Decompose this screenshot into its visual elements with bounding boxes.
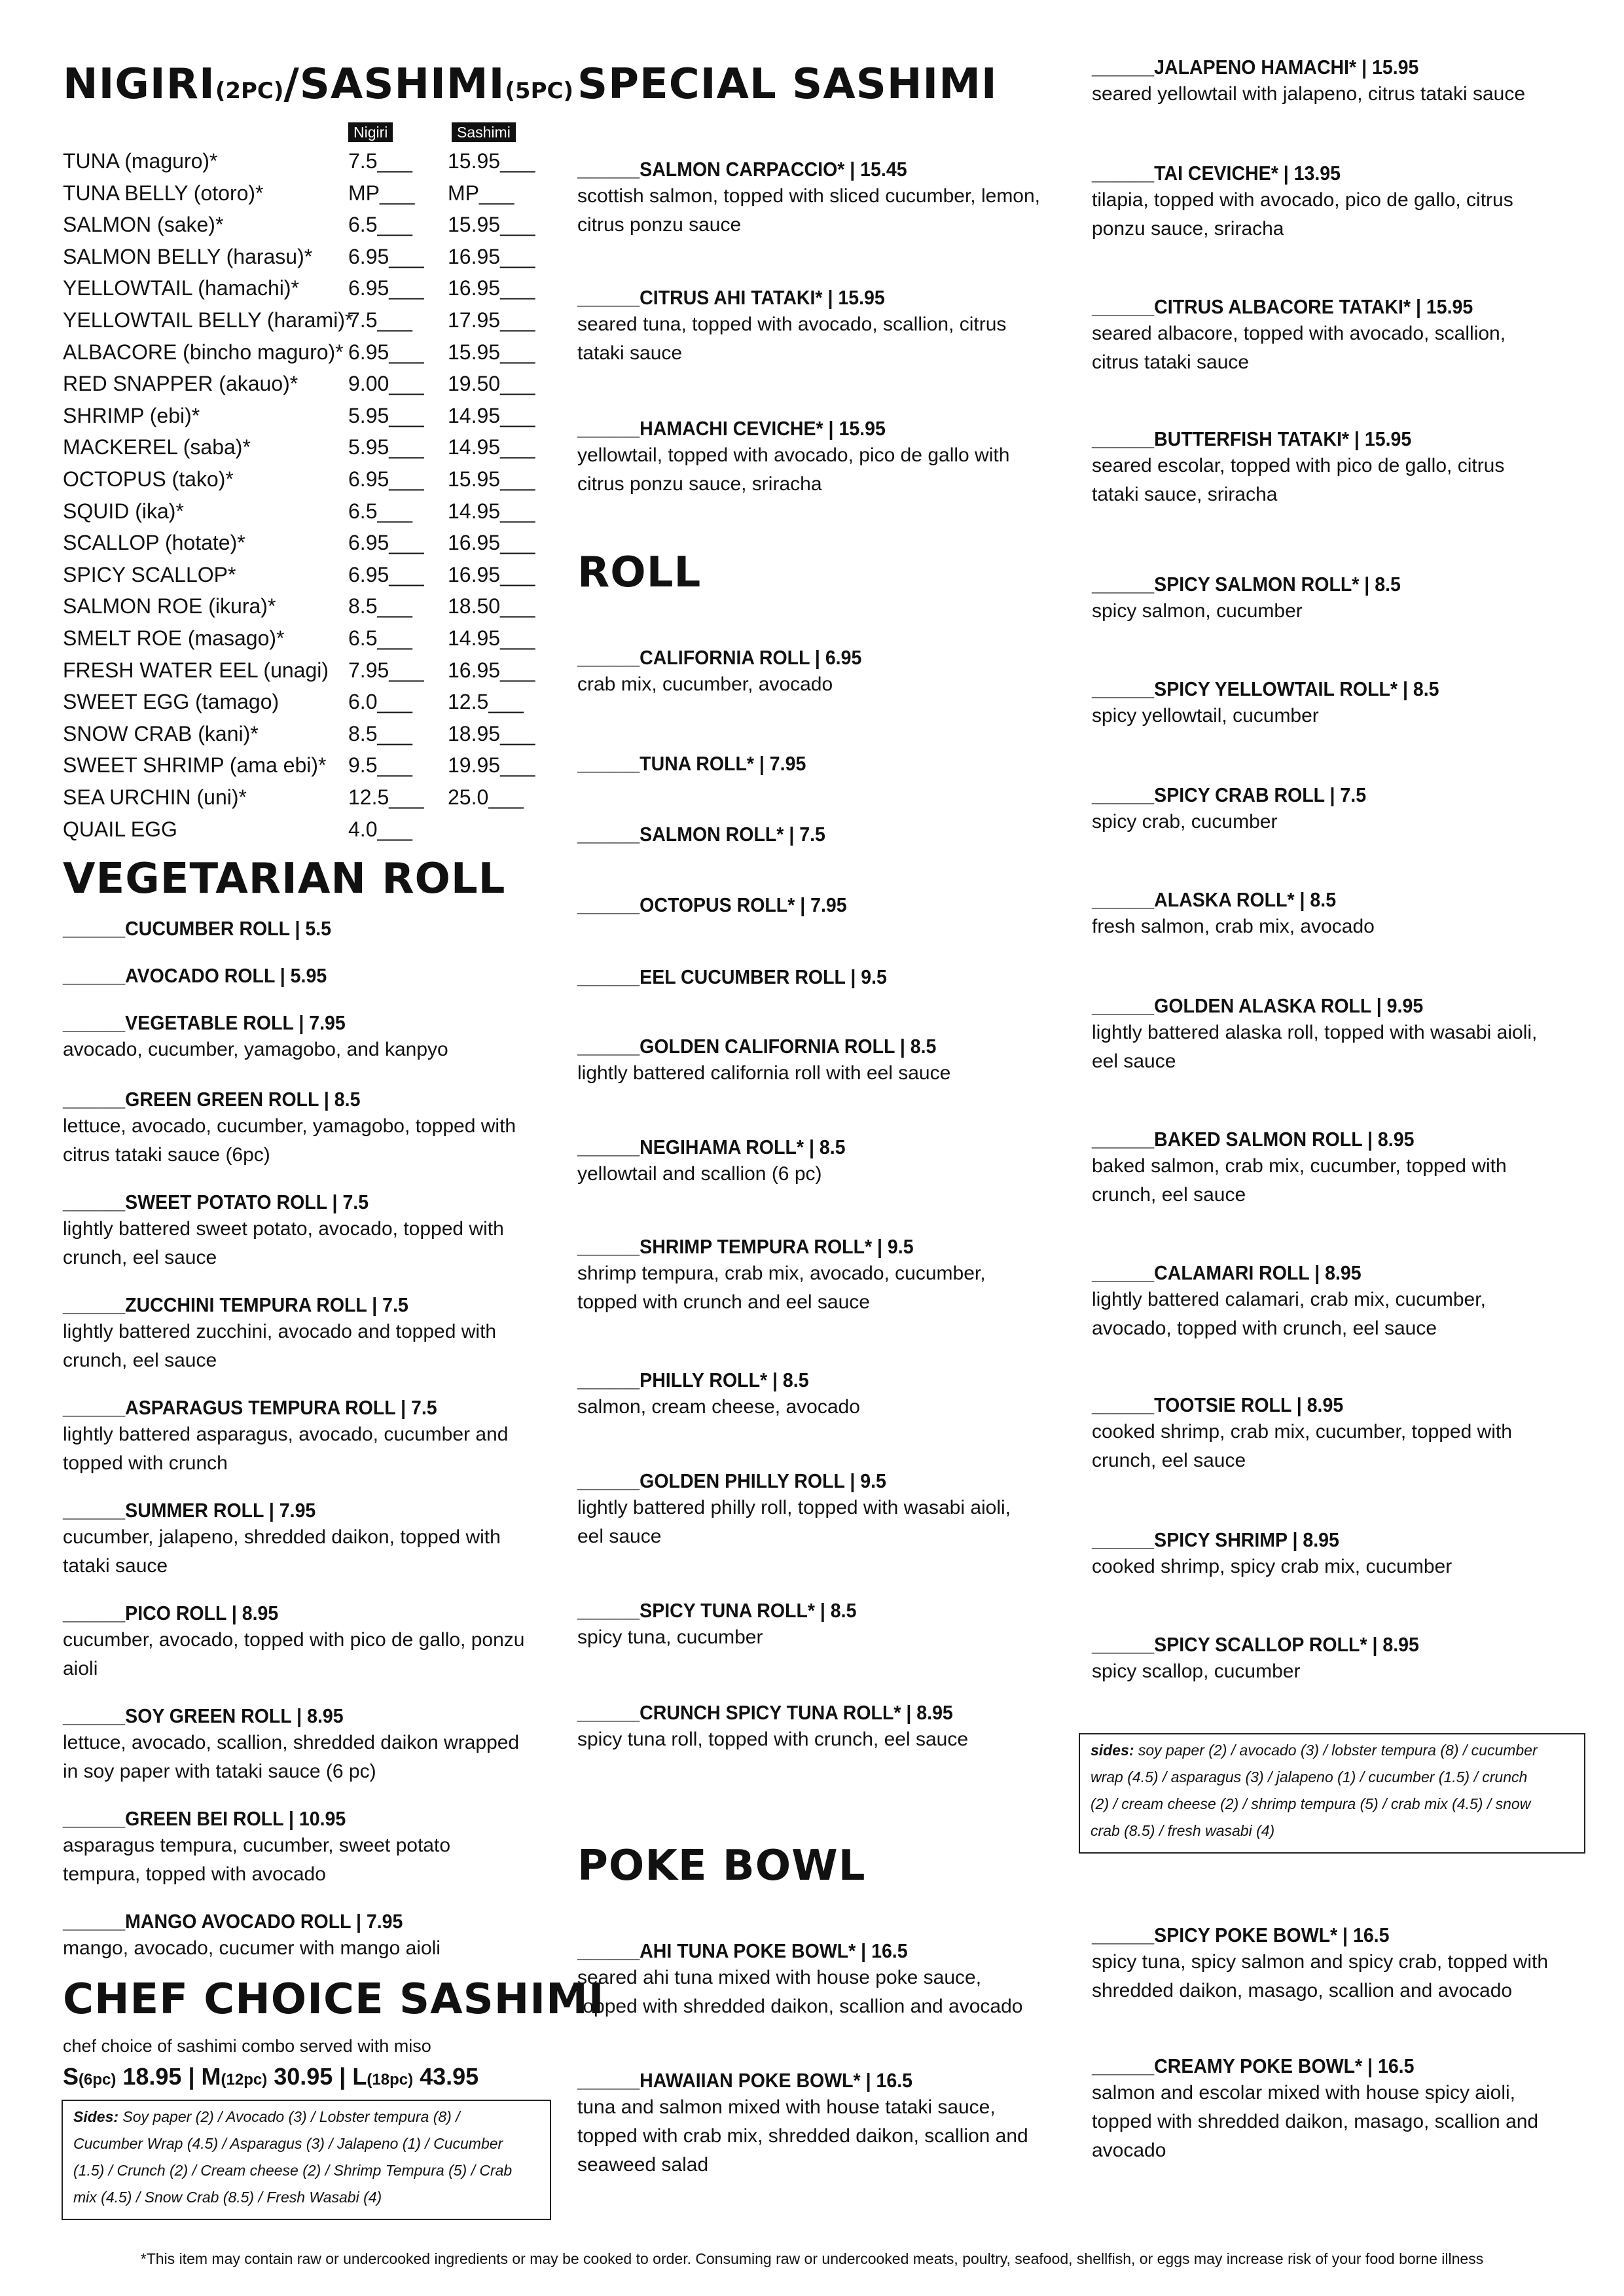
nigiri-price: 6.5___ — [348, 213, 412, 236]
vegetarian-item-desc: lightly battered zucchini, avocado and topped with — [63, 1321, 497, 1342]
roll-item-desc: fresh salmon, crab mix, avocado — [1092, 916, 1375, 937]
vegetarian-roll-heading: VEGETARIAN ROLL — [63, 855, 506, 903]
vegetarian-item-desc: tataki sauce — [63, 1555, 168, 1577]
nigiri-price: 6.95___ — [348, 340, 424, 364]
roll-item-desc: shrimp tempura, crab mix, avocado, cucumber, — [577, 1263, 986, 1284]
poke-bowl-item-desc: tuna and salmon mixed with house tataki sauce, — [577, 2096, 996, 2118]
roll-item-name: ______NEGIHAMA ROLL* | 8.5 — [577, 1136, 846, 1158]
poke-bowl-heading: POKE BOWL — [577, 1842, 866, 1890]
vegetarian-item-desc: mango, avocado, cucumer with mango aioli — [63, 1937, 441, 1959]
size-l: L — [352, 2063, 367, 2090]
roll-item-desc: crunch, eel sauce — [1092, 1184, 1246, 1206]
roll-item-desc: lightly battered calamari, crab mix, cucumber, — [1092, 1289, 1486, 1310]
roll-item-desc: topped with crunch and eel sauce — [577, 1291, 870, 1313]
nigiri-price: 7.5___ — [348, 149, 412, 173]
roll-item-name: ______GOLDEN CALIFORNIA ROLL | 8.5 — [577, 1035, 937, 1058]
roll-item-desc: cooked shrimp, spicy crab mix, cucumber — [1092, 1556, 1453, 1577]
roll-item-name: ______SPICY YELLOWTAIL ROLL* | 8.5 — [1092, 677, 1439, 700]
vegetarian-item-name: ______GREEN BEI ROLL | 10.95 — [63, 1807, 346, 1830]
sashimi-price: 14.95___ — [448, 404, 535, 427]
vegetarian-item-name: ______AVOCADO ROLL | 5.95 — [63, 964, 327, 987]
nigiri-price: 12.5___ — [348, 785, 424, 809]
size-l-pieces: (18pc) — [367, 2071, 414, 2089]
special-sashimi-item-name: ______CITRUS AHI TATAKI* | 15.95 — [577, 286, 885, 309]
sashimi-column-header: Sashimi — [452, 122, 516, 142]
roll-item-name: ______ALASKA ROLL* | 8.5 — [1092, 888, 1337, 911]
fish-name: YELLOWTAIL (hamachi)* — [63, 276, 299, 300]
roll-item-name: ______CALIFORNIA ROLL | 6.95 — [577, 646, 862, 669]
nigiri-price: 6.95___ — [348, 276, 424, 300]
sashimi-price: 14.95___ — [448, 626, 535, 650]
vegetarian-item-desc: lightly battered asparagus, avocado, cucumber and — [63, 1424, 509, 1445]
roll-item-name: ______SPICY SHRIMP | 8.95 — [1092, 1528, 1339, 1551]
nigiri-price: 6.5___ — [348, 499, 412, 523]
nigiri-price: 8.5___ — [348, 722, 412, 745]
sashimi-price: MP___ — [448, 181, 514, 205]
fish-name: OCTOPUS (tako)* — [63, 467, 234, 491]
nigiri-price: 6.95___ — [348, 563, 424, 586]
roll-sides-box — [1079, 1733, 1585, 1854]
vegetarian-item-desc: aioli — [63, 1658, 98, 1679]
chef-sides-line: mix (4.5) / Snow Crab (8.5) / Fresh Wasabi (4) — [73, 2189, 382, 2206]
roll-item-name: ______GOLDEN ALASKA ROLL | 9.95 — [1092, 994, 1424, 1017]
roll-item-desc: eel sauce — [577, 1526, 662, 1547]
vegetarian-item-name: ______SWEET POTATO ROLL | 7.5 — [63, 1191, 369, 1213]
sashimi-price: 15.95___ — [448, 467, 535, 491]
sashimi-price: 15.95___ — [448, 340, 535, 364]
roll-item-desc: lightly battered california roll with eel sauce — [577, 1062, 951, 1084]
nigiri-price: 6.0___ — [348, 690, 412, 713]
vegetarian-item-desc: crunch, eel sauce — [63, 1350, 217, 1371]
fish-name: SPICY SCALLOP* — [63, 563, 236, 586]
fish-name: MACKEREL (saba)* — [63, 435, 251, 459]
special-sashimi-item-desc: seared albacore, topped with avocado, scallion, — [1092, 323, 1506, 344]
poke-bowl-item-name: ______CREAMY POKE BOWL* | 16.5 — [1092, 2054, 1415, 2077]
nigiri-price: 6.95___ — [348, 467, 424, 491]
roll-item-desc: cooked shrimp, crab mix, cucumber, topped with — [1092, 1421, 1512, 1443]
roll-sides-line: crab (8.5) / fresh wasabi (4) — [1091, 1822, 1275, 1839]
fish-name: SALMON (sake)* — [63, 213, 224, 236]
sashimi-price: 14.95___ — [448, 499, 535, 523]
roll-item-desc: crunch, eel sauce — [1092, 1450, 1246, 1471]
special-sashimi-item-desc: seared escolar, topped with pico de gallo, citrus — [1092, 455, 1505, 476]
roll-item-desc: yellowtail and scallion (6 pc) — [577, 1163, 822, 1185]
sashimi-price: 25.0___ — [448, 785, 524, 809]
roll-sides-line: (2) / cream cheese (2) / shrimp tempura (5) / crab mix (4.5) / snow — [1091, 1795, 1531, 1812]
special-sashimi-item-name: ______CITRUS ALBACORE TATAKI* | 15.95 — [1092, 295, 1473, 318]
poke-bowl-item-name: ______SPICY POKE BOWL* | 16.5 — [1092, 1924, 1390, 1946]
vegetarian-item-name: ______ASPARAGUS TEMPURA ROLL | 7.5 — [63, 1396, 437, 1419]
vegetarian-item-desc: in soy paper with tataki sauce (6 pc) — [63, 1761, 376, 1782]
vegetarian-item-desc: lettuce, avocado, cucumber, yamagobo, topped with — [63, 1115, 516, 1137]
nigiri-column-header: Nigiri — [348, 122, 393, 142]
special-sashimi-item-desc: citrus ponzu sauce — [577, 214, 742, 236]
fish-name: TUNA BELLY (otoro)* — [63, 181, 264, 205]
nigiri-sashimi-heading — [63, 60, 573, 109]
roll-item-desc: baked salmon, crab mix, cucumber, topped with — [1092, 1155, 1507, 1177]
chef-sides-line: (1.5) / Crunch (2) / Cream cheese (2) / Shrimp Tempura (5) / Crab — [73, 2162, 513, 2179]
roll-item-desc: crab mix, cucumber, avocado — [577, 673, 833, 695]
size-l-price: 43.95 — [413, 2063, 479, 2090]
roll-item-name: ______SPICY TUNA ROLL* | 8.5 — [577, 1599, 857, 1622]
nigiri-price: 7.5___ — [348, 308, 412, 332]
special-sashimi-item-name: ______HAMACHI CEVICHE* | 15.95 — [577, 417, 886, 440]
sashimi-price: 12.5___ — [448, 690, 524, 713]
vegetarian-item-name: ______SUMMER ROLL | 7.95 — [63, 1499, 316, 1522]
special-sashimi-heading: SPECIAL SASHIMI — [577, 60, 998, 109]
nigiri-price: 6.95___ — [348, 245, 424, 268]
vegetarian-item-name: ______PICO ROLL | 8.95 — [63, 1602, 279, 1624]
nigiri-price: 5.95___ — [348, 404, 424, 427]
sashimi-price: 16.95___ — [448, 276, 535, 300]
poke-bowl-item-desc: topped with shredded daikon, scallion and avocado — [577, 1996, 1023, 2017]
roll-item-desc: spicy tuna, cucumber — [577, 1626, 763, 1648]
sashimi-price: 18.50___ — [448, 594, 535, 618]
poke-bowl-item-name: ______AHI TUNA POKE BOWL* | 16.5 — [577, 1939, 908, 1962]
roll-item-name: ______BAKED SALMON ROLL | 8.95 — [1092, 1128, 1415, 1151]
roll-item-name: ______SPICY SCALLOP ROLL* | 8.95 — [1092, 1633, 1419, 1656]
sashimi-price: 15.95___ — [448, 213, 535, 236]
vegetarian-item-desc: topped with crunch — [63, 1452, 228, 1474]
vegetarian-item-name: ______SOY GREEN ROLL | 8.95 — [63, 1704, 344, 1727]
sashimi-price: 19.95___ — [448, 753, 535, 777]
nigiri-price: 6.5___ — [348, 626, 412, 650]
fish-name: SHRIMP (ebi)* — [63, 404, 200, 427]
fish-name: SCALLOP (hotate)* — [63, 531, 245, 554]
roll-item-desc: salmon, cream cheese, avocado — [577, 1396, 860, 1418]
roll-item-desc: spicy tuna roll, topped with crunch, eel sauce — [577, 1729, 968, 1750]
size-s-price: 18.95 | — [116, 2063, 202, 2090]
sashimi-price: 19.50___ — [448, 372, 535, 395]
poke-bowl-item-desc: spicy tuna, spicy salmon and spicy crab, topped with — [1092, 1951, 1549, 1973]
sashimi-price: 14.95___ — [448, 435, 535, 459]
nigiri-title-sub: (2PC) — [215, 78, 284, 104]
special-sashimi-item-desc: yellowtail, topped with avocado, pico de gallo with — [577, 444, 1010, 466]
chef-choice-description: chef choice of sashimi combo served with miso — [63, 2036, 431, 2056]
roll-item-desc: lightly battered alaska roll, topped with wasabi aioli, — [1092, 1022, 1538, 1043]
nigiri-price: 7.95___ — [348, 658, 424, 682]
vegetarian-item-name: ______GREEN GREEN ROLL | 8.5 — [63, 1088, 361, 1111]
vegetarian-item-desc: tempura, topped with avocado — [63, 1863, 326, 1885]
roll-item-name: ______CALAMARI ROLL | 8.95 — [1092, 1261, 1362, 1284]
poke-bowl-item-name: ______HAWAIIAN POKE BOWL* | 16.5 — [577, 2069, 913, 2092]
special-sashimi-item-desc: seared tuna, topped with avocado, scallion, citrus — [577, 314, 1007, 335]
size-s-pieces: (6pc) — [79, 2071, 117, 2089]
sashimi-title: SASHIMI — [299, 60, 505, 109]
chef-choice-sizes — [63, 2063, 478, 2090]
vegetarian-item-name: ______ZUCCHINI TEMPURA ROLL | 7.5 — [63, 1293, 408, 1316]
chef-choice-heading: CHEF CHOICE SASHIMI — [63, 1975, 605, 2024]
sashimi-price: 16.95___ — [448, 658, 535, 682]
chef-sides-line: Sides: Soy paper (2) / Avocado (3) / Lobster tempura (8) / — [73, 2108, 460, 2125]
vegetarian-item-name: ______CUCUMBER ROLL | 5.5 — [63, 917, 332, 940]
size-m: M — [201, 2063, 221, 2090]
roll-sides-line: wrap (4.5) / asparagus (3) / jalapeno (1) / cucumber (1.5) / crunch — [1091, 1768, 1528, 1785]
nigiri-price: 9.5___ — [348, 753, 412, 777]
sashimi-price: 16.95___ — [448, 563, 535, 586]
roll-item-desc: lightly battered philly roll, topped with wasabi aioli, — [577, 1497, 1011, 1518]
sashimi-price: 15.95___ — [448, 149, 535, 173]
roll-item-name: ______SPICY SALMON ROLL* | 8.5 — [1092, 573, 1401, 596]
roll-item-name: ______PHILLY ROLL* | 8.5 — [577, 1369, 809, 1391]
roll-item-desc: spicy crab, cucumber — [1092, 811, 1278, 833]
fish-name: SALMON BELLY (harasu)* — [63, 245, 313, 268]
title-slash: / — [283, 60, 300, 109]
nigiri-price: 4.0___ — [348, 817, 412, 841]
special-sashimi-item-name: ______BUTTERFISH TATAKI* | 15.95 — [1092, 427, 1412, 450]
roll-heading: ROLL — [577, 548, 702, 597]
roll-sides-line: sides: soy paper (2) / avocado (3) / lobster tempura (8) / cucumber — [1091, 1742, 1538, 1759]
sashimi-price: 16.95___ — [448, 245, 535, 268]
vegetarian-item-desc: lightly battered sweet potato, avocado, topped with — [63, 1218, 504, 1240]
roll-item-name: ______TUNA ROLL* | 7.95 — [577, 752, 806, 775]
vegetarian-item-desc: cucumber, jalapeno, shredded daikon, topped with — [63, 1526, 501, 1548]
fish-name: SQUID (ika)* — [63, 499, 184, 523]
size-m-price: 30.95 | — [267, 2063, 353, 2090]
special-sashimi-item-desc: tataki sauce — [577, 342, 683, 364]
roll-item-desc: spicy yellowtail, cucumber — [1092, 705, 1319, 726]
vegetarian-item-desc: avocado, cucumber, yamagobo, and kanpyo — [63, 1039, 448, 1060]
size-m-pieces: (12pc) — [221, 2071, 268, 2089]
fish-name: SEA URCHIN (uni)* — [63, 785, 247, 809]
vegetarian-item-desc: citrus tataki sauce (6pc) — [63, 1144, 270, 1166]
nigiri-price: 5.95___ — [348, 435, 424, 459]
roll-item-desc: spicy scallop, cucumber — [1092, 1660, 1301, 1682]
vegetarian-item-desc: crunch, eel sauce — [63, 1247, 217, 1268]
vegetarian-item-name: ______MANGO AVOCADO ROLL | 7.95 — [63, 1910, 403, 1933]
poke-bowl-item-desc: avocado — [1092, 2140, 1166, 2161]
chef-sides-box — [62, 2100, 551, 2220]
fish-name: RED SNAPPER (akauo)* — [63, 372, 298, 395]
nigiri-price: MP___ — [348, 181, 415, 205]
roll-item-name: ______OCTOPUS ROLL* | 7.95 — [577, 893, 847, 916]
roll-item-name: ______EEL CUCUMBER ROLL | 9.5 — [577, 965, 887, 988]
special-sashimi-item-name: ______TAI CEVICHE* | 13.95 — [1092, 162, 1341, 185]
poke-bowl-item-desc: salmon and escolar mixed with house spicy aioli, — [1092, 2082, 1515, 2104]
special-sashimi-item-desc: tilapia, topped with avocado, pico de gallo, citrus — [1092, 189, 1513, 211]
special-sashimi-item-desc: seared yellowtail with jalapeno, citrus tataki sauce — [1092, 83, 1526, 105]
roll-item-name: ______SALMON ROLL* | 7.5 — [577, 823, 825, 846]
special-sashimi-item-desc: tataki sauce, sriracha — [1092, 484, 1278, 505]
fish-name: SWEET EGG (tamago) — [63, 690, 280, 713]
sashimi-price: 16.95___ — [448, 531, 535, 554]
nigiri-title: NIGIRI — [63, 60, 215, 109]
sashimi-title-sub: (5PC) — [505, 78, 573, 104]
poke-bowl-item-desc: seared ahi tuna mixed with house poke sauce, — [577, 1967, 982, 1988]
roll-item-name: ______TOOTSIE ROLL | 8.95 — [1092, 1393, 1344, 1416]
special-sashimi-item-desc: scottish salmon, topped with sliced cucumber, lemon, — [577, 185, 1041, 207]
vegetarian-item-name: ______VEGETABLE ROLL | 7.95 — [63, 1011, 346, 1034]
chef-sides-line: Cucumber Wrap (4.5) / Asparagus (3) / Jalapeno (1) / Cucumber — [73, 2135, 503, 2152]
special-sashimi-item-desc: citrus ponzu sauce, sriracha — [577, 473, 822, 495]
nigiri-price: 8.5___ — [348, 594, 412, 618]
poke-bowl-item-desc: topped with crab mix, shredded daikon, scallion and — [577, 2125, 1028, 2147]
fish-name: QUAIL EGG — [63, 817, 177, 841]
size-s: S — [63, 2063, 79, 2090]
nigiri-price: 9.00___ — [348, 372, 424, 395]
fish-name: SNOW CRAB (kani)* — [63, 722, 259, 745]
raw-food-disclaimer: *This item may contain raw or undercooked ingredients or may be cooked to order. Consuming raw or undercooked meats, poultry, seafood, shellfish, or eggs may increase risk of your food borne illness — [140, 2250, 1484, 2267]
special-sashimi-item-desc: citrus tataki sauce — [1092, 351, 1250, 373]
fish-name: SMELT ROE (masago)* — [63, 626, 285, 650]
sashimi-price: 17.95___ — [448, 308, 535, 332]
vegetarian-item-desc: cucumber, avocado, topped with pico de gallo, ponzu — [63, 1629, 525, 1651]
vegetarian-item-desc: lettuce, avocado, scallion, shredded daikon wrapped — [63, 1732, 520, 1753]
poke-bowl-item-desc: topped with shredded daikon, masago, scallion and — [1092, 2111, 1539, 2132]
poke-bowl-item-desc: seaweed salad — [577, 2154, 709, 2176]
roll-item-name: ______CRUNCH SPICY TUNA ROLL* | 8.95 — [577, 1701, 953, 1724]
vegetarian-item-desc: asparagus tempura, cucumber, sweet potato — [63, 1835, 451, 1856]
special-sashimi-item-name: ______JALAPENO HAMACHI* | 15.95 — [1092, 56, 1419, 79]
fish-name: TUNA (maguro)* — [63, 149, 218, 173]
roll-item-desc: eel sauce — [1092, 1050, 1176, 1072]
roll-item-name: ______GOLDEN PHILLY ROLL | 9.5 — [577, 1469, 886, 1492]
nigiri-price: 6.95___ — [348, 531, 424, 554]
roll-item-desc: avocado, topped with crunch, eel sauce — [1092, 1318, 1437, 1339]
roll-item-name: ______SPICY CRAB ROLL | 7.5 — [1092, 783, 1367, 806]
fish-name: SALMON ROE (ikura)* — [63, 594, 276, 618]
special-sashimi-item-name: ______SALMON CARPACCIO* | 15.45 — [577, 158, 907, 181]
roll-item-desc: spicy salmon, cucumber — [1092, 600, 1303, 622]
fish-name: FRESH WATER EEL (unagi) — [63, 658, 329, 682]
fish-name: ALBACORE (bincho maguro)* — [63, 340, 344, 364]
fish-name: SWEET SHRIMP (ama ebi)* — [63, 753, 327, 777]
fish-name: YELLOWTAIL BELLY (harami)* — [63, 308, 353, 332]
poke-bowl-item-desc: shredded daikon, masago, scallion and avocado — [1092, 1980, 1513, 2001]
roll-item-name: ______SHRIMP TEMPURA ROLL* | 9.5 — [577, 1235, 914, 1258]
special-sashimi-item-desc: ponzu sauce, sriracha — [1092, 218, 1284, 240]
sashimi-price: 18.95___ — [448, 722, 535, 745]
roll-sides-label: sides: — [1091, 1742, 1134, 1759]
chef-sides-label: Sides: — [73, 2108, 119, 2125]
